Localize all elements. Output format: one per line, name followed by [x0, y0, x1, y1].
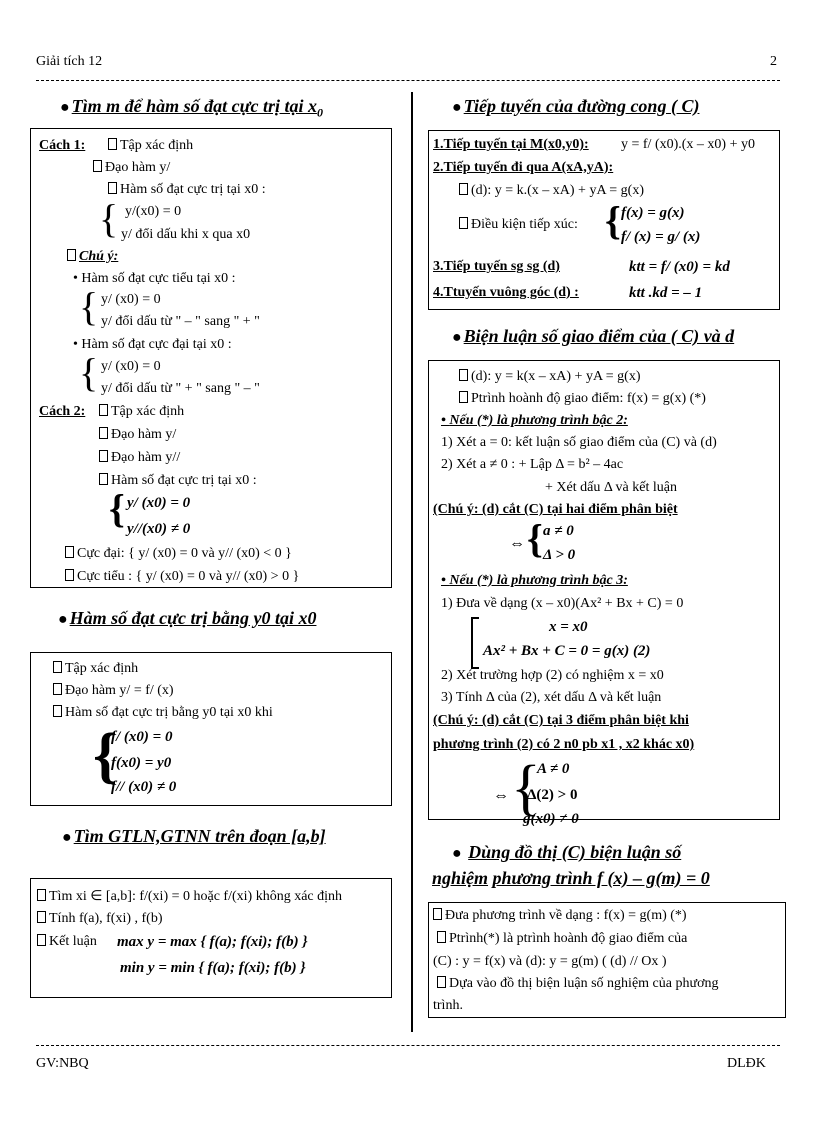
step-line: 1) Xét a = 0: kết luận số giao điểm của (C) và (d) [441, 435, 717, 450]
condition-line: y/ đổi dấu khi x qua x0 [121, 227, 251, 242]
intersections-box [428, 360, 780, 827]
method-1-step-1: Tập xác định [108, 138, 193, 154]
brace: { [527, 516, 543, 561]
step-line: Kết luận [37, 934, 97, 950]
section-title-extremum: ● Tìm m để hàm số đạt cực trị tại $x_0$ [60, 96, 323, 120]
section-title-max-min: ● Tìm GTLN,GTNN trên đoạn [a,b] [62, 826, 326, 846]
step-line: (C) : y = f(x) và (d): y = g(m) ( (d) // Ox ) [433, 954, 667, 969]
parallel-formula: ktt = f/ (x0) = kd [629, 259, 730, 275]
method-1-step-3: Hàm số đạt cực trị tại x0 : [108, 182, 266, 198]
condition-line: f/ (x) = g/ (x) [621, 229, 701, 245]
graph-box [428, 902, 786, 1018]
method-1-step-2: Đạo hàm y/ [93, 160, 170, 176]
step-line: Dựa vào đồ thị biện luận số nghiệm của phương [437, 976, 718, 992]
brace: { [99, 196, 119, 241]
method-2-step-1: Tập xác định [99, 404, 184, 420]
bracket [471, 617, 479, 669]
tangent-line-equation: (d): y = k.(x – xA) + yA = g(x) [459, 183, 644, 199]
section-title-intersections: ● Biện luận số giao điểm của ( C) và d [452, 326, 735, 346]
step-line: trình. [433, 998, 463, 1013]
max-min-box [30, 878, 392, 998]
footer-author: GV:NBQ [36, 1056, 89, 1071]
condition-line: x = x0 [549, 619, 588, 635]
tangent-at-point: 1.Tiếp tuyến tại M(x0,y0): [433, 137, 589, 152]
max-summary: Cực đại: { y/ (x0) = 0 và y// (x0) < 0 } [65, 546, 292, 562]
extremum-value-box [30, 652, 392, 806]
method-2-step-4: Hàm số đạt cực trị tại x0 : [99, 473, 257, 489]
condition-line: f(x0) = y0 [111, 755, 172, 771]
condition-line: Δ(2) > 0 [527, 787, 578, 803]
equivalence-symbol: ⇔ [493, 787, 509, 804]
step-line: Đưa phương trình về dạng : f(x) = g(m) (*) [433, 908, 687, 924]
page-number: 2 [770, 54, 777, 69]
min-condition-title: • Hàm số đạt cực tiểu tại x0 : [73, 271, 236, 286]
column-divider [411, 92, 413, 1032]
max-condition-title: • Hàm số đạt cực đại tại x0 : [73, 337, 232, 352]
tangent-box [428, 130, 780, 310]
condition-line: a ≠ 0 [543, 523, 574, 539]
condition-line: y/ (x0) = 0 [101, 359, 161, 374]
header-divider [36, 80, 780, 81]
condition-line: f// (x0) ≠ 0 [111, 779, 177, 795]
parallel-tangent: 3.Tiếp tuyến sg sg (d) [433, 259, 560, 274]
brace: { [79, 284, 99, 329]
step-line: (d): y = k(x – xA) + yA = g(x) [459, 369, 641, 385]
step-line: Tập xác định [53, 661, 138, 677]
method-2-label: Cách 2: [39, 404, 86, 419]
step-line: Tính f(a), f(xi) , f(b) [37, 911, 163, 927]
header-subject: Giải tích 12 [36, 54, 103, 69]
condition-line: f(x) = g(x) [621, 205, 685, 221]
min-summary: Cực tiểu : { y/ (x0) = 0 và y// (x0) > 0 } [65, 569, 299, 585]
method-1-label: Cách 1: [39, 138, 86, 153]
extremum-box [30, 128, 392, 588]
perpendicular-formula: ktt .kd = – 1 [629, 285, 703, 301]
condition-line: Δ > 0 [543, 547, 576, 563]
note-line: (Chú ý: (d) cắt (C) tại 3 điểm phân biệt khi [433, 713, 689, 728]
condition-line: A ≠ 0 [537, 761, 570, 777]
brace: { [79, 350, 99, 395]
perpendicular-tangent: 4.Ttuyến vuông góc (d) : [433, 285, 579, 300]
condition-line: y/ (x0) = 0 [127, 495, 191, 511]
step-line: 2) Xét a ≠ 0 : + Lập Δ = b² – 4ac [441, 457, 624, 472]
min-formula: min y = min { f(a); f(xi); f(b) } [120, 960, 306, 976]
section-title-graph-line-2: nghiệm phương trình f (x) – g(m) = 0 [432, 868, 710, 888]
step-line: Ptrình hoành độ giao điểm: f(x) = g(x) (*) [459, 391, 706, 407]
condition-line: y//(x0) ≠ 0 [127, 521, 191, 537]
step-line: Ptrình(*) là ptrình hoành độ giao điểm của [437, 931, 687, 947]
tangency-condition: Điều kiện tiếp xúc: [459, 217, 578, 233]
condition-line: y/(x0) = 0 [125, 204, 182, 219]
method-2-step-2: Đạo hàm y/ [99, 427, 176, 443]
condition-line: y/ đổi dấu từ " + " sang " – " [101, 381, 260, 396]
note-line: phương trình (2) có 2 n0 pb x1 , x2 khác x0) [433, 737, 695, 752]
condition-line: y/ đổi dấu từ " – " sang " + " [101, 314, 260, 329]
step-line: Tìm xi ∈ [a,b]: f/(xi) = 0 hoặc f/(xi) không xác định [37, 888, 342, 905]
step-line: Đạo hàm y/ = f/ (x) [53, 683, 174, 699]
quadratic-case-title: • Nếu (*) là phương trình bậc 2: [441, 413, 628, 428]
condition-line: Ax² + Bx + C = 0 = g(x) (2) [483, 643, 651, 659]
tangent-through-point: 2.Tiếp tuyến đi qua A(xA,yA): [433, 160, 614, 175]
step-line: Hàm số đạt cực trị bằng y0 tại x0 khi [53, 705, 273, 721]
step-line: 1) Đưa về dạng (x – x0)(Ax² + Bx + C) = 0 [441, 596, 684, 611]
equivalence-symbol: ⇔ [509, 535, 525, 552]
method-2-step-3: Đạo hàm y// [99, 450, 180, 466]
section-title-extremum-value: ● Hàm số đạt cực trị bằng y0 tại x0 [58, 608, 317, 628]
brace: { [605, 198, 621, 243]
condition-line: f/ (x0) = 0 [111, 729, 173, 745]
cubic-case-title: • Nếu (*) là phương trình bậc 3: [441, 573, 628, 588]
note-label: Chú ý: [67, 249, 118, 265]
max-formula: max y = max { f(a); f(xi); f(b) } [117, 934, 308, 950]
footer-code: DLĐK [727, 1056, 766, 1071]
step-line: 2) Xét trường hợp (2) có nghiệm x = x0 [441, 668, 664, 683]
tangent-at-point-formula: y = f/ (x0).(x – x0) + y0 [621, 137, 755, 152]
condition-line: y/ (x0) = 0 [101, 292, 161, 307]
brace: { [511, 754, 541, 822]
section-title-tangent: ● Tiếp tuyến của đường cong ( C) [452, 96, 700, 116]
step-line: + Xét dấu Δ và kết luận [545, 480, 677, 495]
step-line: 3) Tính Δ của (2), xét dấu Δ và kết luận [441, 690, 662, 705]
footer-divider [36, 1045, 780, 1046]
condition-line: g(x0) ≠ 0 [523, 811, 579, 827]
note-line: (Chú ý: (d) cắt (C) tại hai điểm phân biệt [433, 502, 678, 517]
brace: { [109, 486, 125, 531]
brace: { [93, 722, 118, 790]
section-title-graph: ● Dùng đồ thị (C) biện luận số [452, 842, 682, 862]
